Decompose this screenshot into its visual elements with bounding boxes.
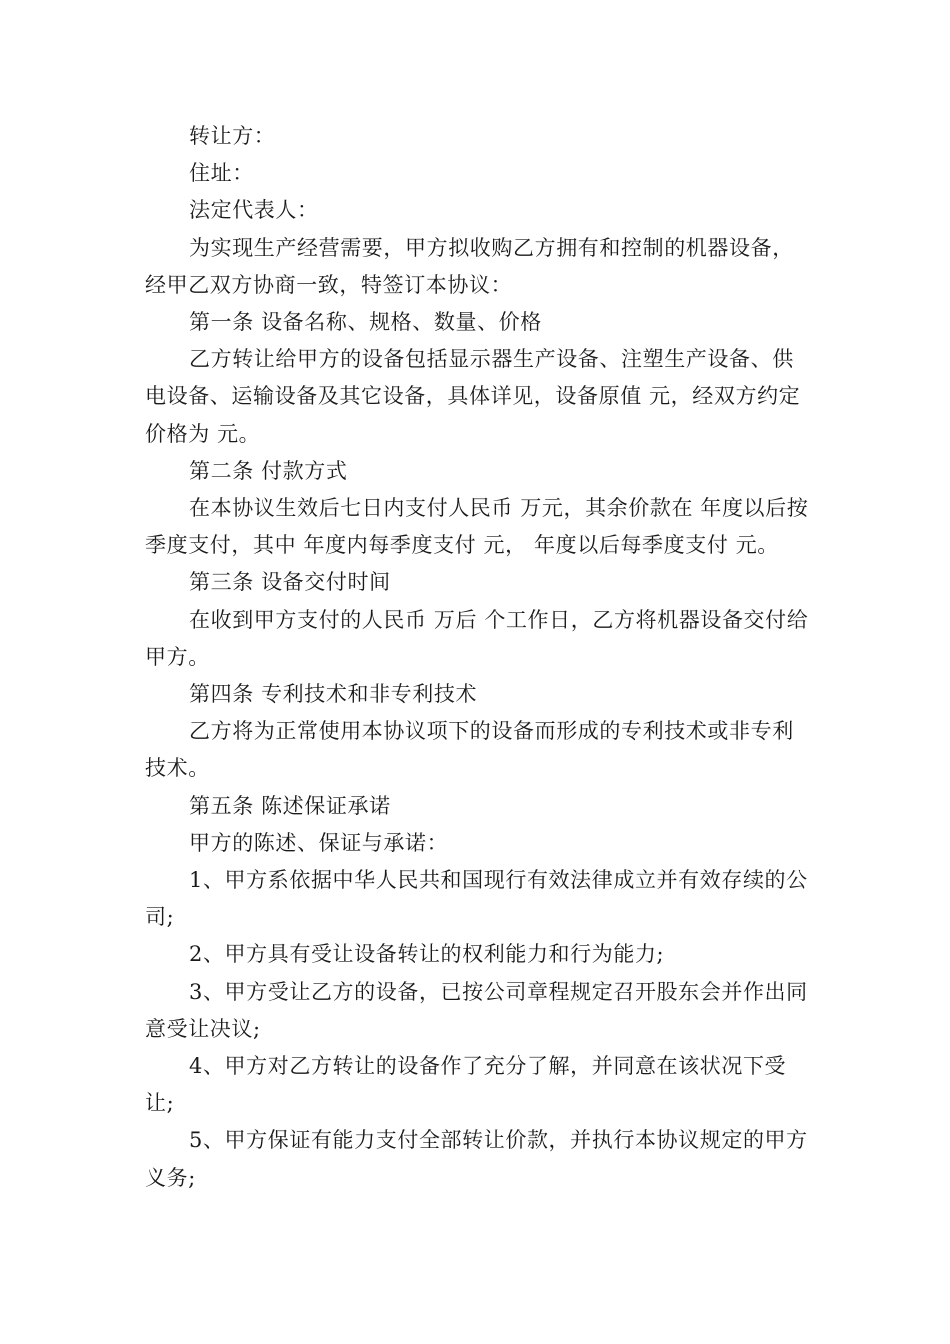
list-item: 5、甲方保证有能力支付全部转让价款，并执行本协议规定的甲方义务; [145,1128,808,1190]
article-1-heading: 第一条 设备名称、规格、数量、价格 [189,310,542,335]
article-3-heading: 第三条 设备交付时间 [189,570,391,595]
party-a-statement-heading: 甲方的陈述、保证与承诺： [189,830,449,855]
document-body [145,118,810,1197]
article-4-heading: 第四条 专利技术和非专利技术 [189,682,478,707]
list-item: 3、甲方受让乙方的设备，已按公司章程规定召开股东会并作出同意受让决议; [145,979,808,1041]
article-4-body: 乙方将为正常使用本协议项下的设备而形成的专利技术或非专利技术。 [145,719,794,781]
article-1-body: 乙方转让给甲方的设备包括显示器生产设备、注塑生产设备、供电设备、运输设备及其它设备，具体详见，设备原值 元，经双方约定价格为 元。 [145,347,801,446]
article-3-body: 在收到甲方支付的人民币 万后 个工作日，乙方将机器设备交付给甲方。 [145,607,809,669]
article-2-heading: 第二条 付款方式 [189,458,348,483]
article-2-body: 在本协议生效后七日内支付人民币 万元，其余价款在 年度以后按季度支付，其中 年度内每季度支付 元， 年度以后每季度支付 元。 [145,496,809,558]
list-item: 2、甲方具有受让设备转让的权利能力和行为能力; [189,942,665,967]
transferor-label: 转让方： [189,124,276,148]
legal-representative-label: 法定代表人： [189,198,319,223]
article-5-heading: 第五条 陈述保证承诺 [189,793,391,818]
list-item: 1、甲方系依据中华人民共和国现行有效法律成立并有效存续的公司; [145,868,808,930]
list-item: 4、甲方对乙方转让的设备作了充分了解，并同意在该状况下受让; [145,1054,787,1116]
address-label: 住址： [189,161,254,186]
preamble-paragraph: 为实现生产经营需要，甲方拟收购乙方拥有和控制的机器设备，经甲乙双方协商一致，特签订本协议： [145,235,794,297]
